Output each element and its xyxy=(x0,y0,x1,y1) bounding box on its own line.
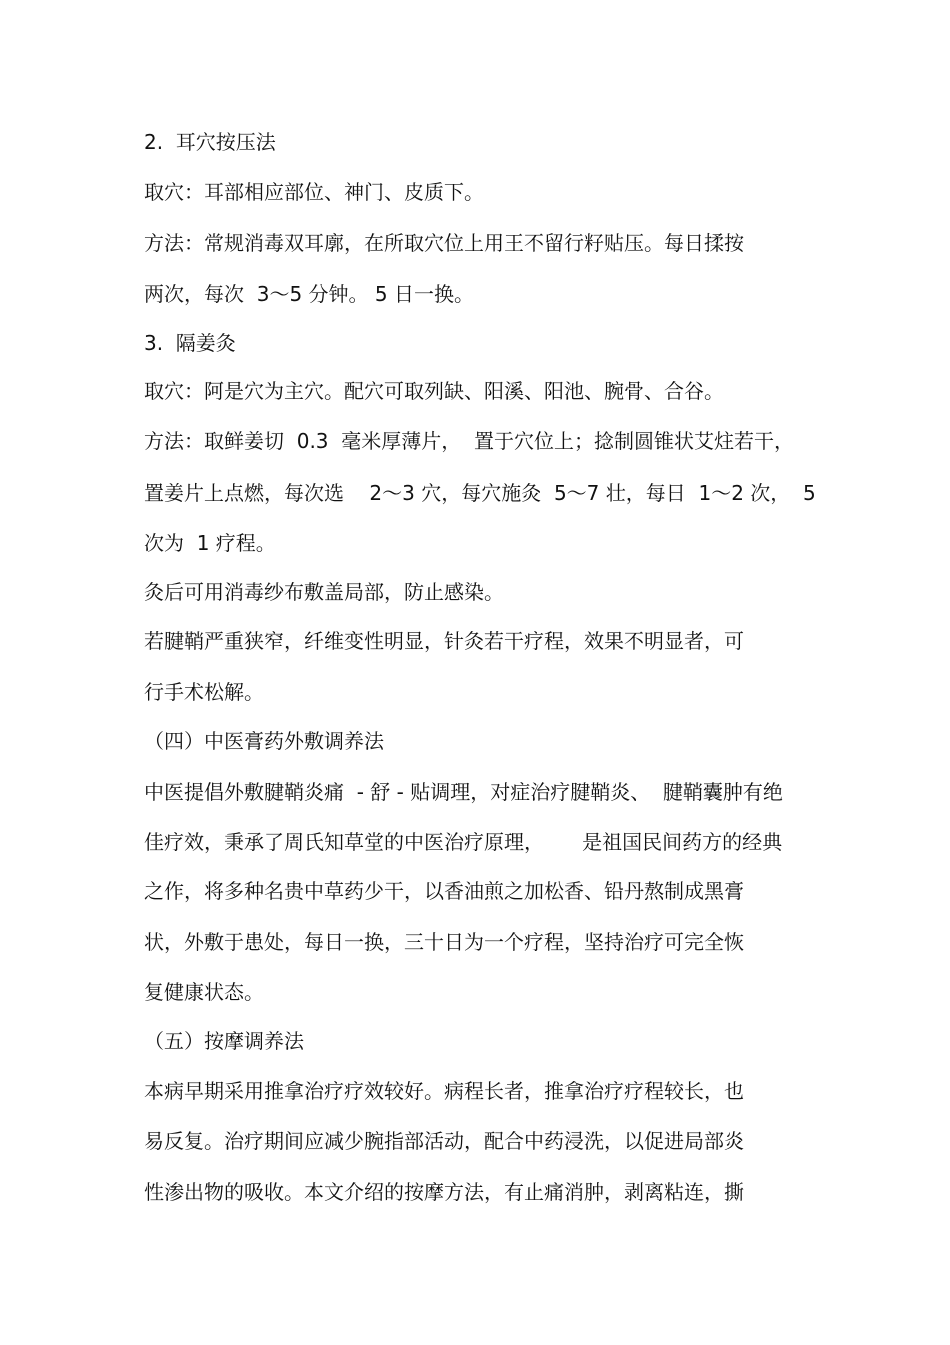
paragraph-line: 取穴：阿是穴为主穴。配穴可取列缺、阳溪、阳池、腕骨、合谷。 xyxy=(144,379,724,403)
paragraph-line: 复健康状态。 xyxy=(144,980,264,1004)
paragraph-line: 若腱鞘严重狭窄，纤维变性明显，针灸若干疗程，效果不明显者，可 xyxy=(144,629,744,653)
paragraph-line: 本病早期采用推拿治疗疗效较好。病程长者，推拿治疗疗程较长，也 xyxy=(144,1079,744,1103)
heading-plaster-method: （四）中医膏药外敷调养法 xyxy=(144,729,384,753)
heading-ginger-moxibustion: 3. 隔姜灸 xyxy=(144,331,236,355)
paragraph-line: 中医提倡外敷腱鞘炎痛 - 舒 - 贴调理，对症治疗腱鞘炎、 腱鞘囊肿有绝 xyxy=(144,780,783,804)
paragraph-line: 取穴：耳部相应部位、神门、皮质下。 xyxy=(144,180,484,204)
paragraph-line: 行手术松解。 xyxy=(144,680,264,704)
paragraph-line: 性渗出物的吸收。本文介绍的按摩方法，有止痛消肿，剥离粘连，撕 xyxy=(144,1180,744,1204)
paragraph-line: 之作，将多种名贵中草药少干，以香油煎之加松香、铅丹熬制成黑膏 xyxy=(144,879,744,903)
heading-ear-acupressure: 2. 耳穴按压法 xyxy=(144,130,276,154)
paragraph-line: 置姜片上点燃，每次选 2～3 穴，每穴施灸 5～7 壮，每日 1～2 次， 5 xyxy=(144,481,816,505)
paragraph-line: 灸后可用消毒纱布敷盖局部，防止感染。 xyxy=(144,580,504,604)
paragraph-line: 方法：常规消毒双耳廓，在所取穴位上用王不留行籽贴压。每日揉按 xyxy=(144,231,744,255)
paragraph-line: 方法：取鲜姜切 0.3 毫米厚薄片， 置于穴位上；捻制圆锥状艾炷若干， xyxy=(144,429,794,453)
paragraph-line: 佳疗效，秉承了周氏知草堂的中医治疗原理， 是祖国民间药方的经典 xyxy=(144,830,783,854)
paragraph-line: 状，外敷于患处，每日一换，三十日为一个疗程，坚持治疗可完全恢 xyxy=(144,930,744,954)
paragraph-line: 两次，每次 3～5 分钟。 5 日一换。 xyxy=(144,282,474,306)
paragraph-line: 易反复。治疗期间应减少腕指部活动，配合中药浸洗，以促进局部炎 xyxy=(144,1129,744,1153)
paragraph-line: 次为 1 疗程。 xyxy=(144,531,276,555)
heading-massage-method: （五）按摩调养法 xyxy=(144,1029,304,1053)
